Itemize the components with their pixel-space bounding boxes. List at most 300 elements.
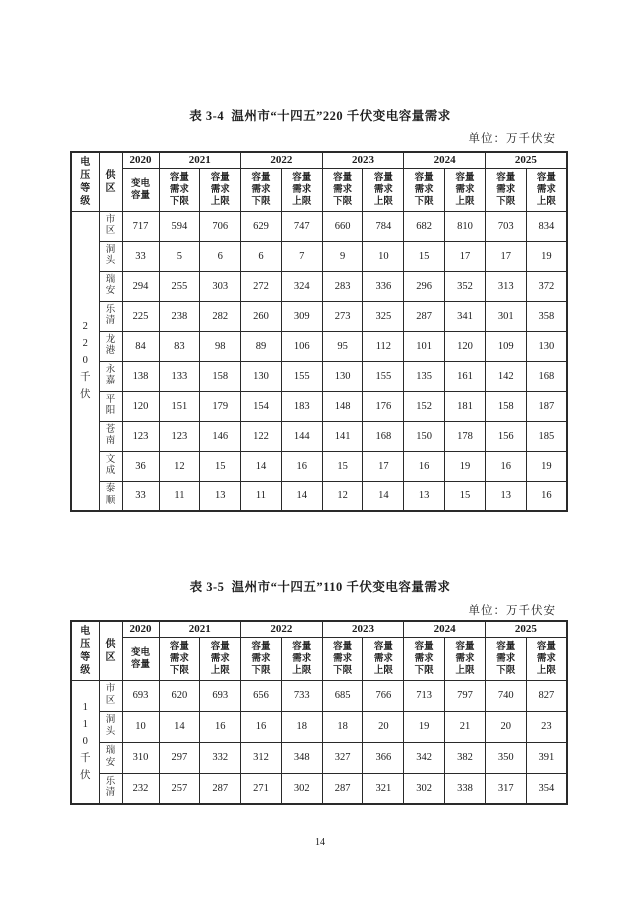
value-cell: 11 [241,481,282,511]
value-cell: 324 [281,271,322,301]
value-cell: 629 [241,211,282,241]
value-cell: 15 [200,451,241,481]
value-cell: 594 [159,211,200,241]
text-line: 南 [105,436,116,446]
value-cell: 138 [122,361,159,391]
text-line: 容量 [130,659,150,670]
text-line: 阳 [105,406,116,416]
demand-lower-limit-header [485,637,526,680]
value-cell: 703 [485,211,526,241]
value-cell: 19 [526,451,567,481]
text-line: 容量 [496,641,516,652]
table-row [71,271,567,301]
text-line: 压 [80,638,91,650]
value-cell: 20 [485,711,526,742]
year-header: 2022 [241,621,323,637]
text-line: 平 [105,394,116,405]
value-cell: 155 [281,361,322,391]
value-cell: 168 [363,421,404,451]
value-cell: 158 [200,361,241,391]
district-header [99,621,122,680]
value-cell: 83 [159,331,200,361]
value-cell: 747 [281,211,322,241]
text-line: 容量 [292,641,312,652]
value-cell: 19 [404,711,445,742]
value-cell: 332 [200,742,241,773]
district-cell [99,680,122,711]
value-cell: 273 [322,301,363,331]
district-cell [99,271,122,301]
value-cell: 112 [363,331,404,361]
transformer-capacity-header [122,637,159,680]
year-header: 2024 [404,621,486,637]
value-cell: 283 [322,271,363,301]
text-line: 下限 [251,196,271,207]
text-line: 级 [80,664,91,676]
value-cell: 693 [122,680,159,711]
value-cell: 312 [241,742,282,773]
value-cell: 232 [122,773,159,804]
voltage-level-header [71,152,99,211]
value-cell: 135 [404,361,445,391]
text-line: 上限 [373,665,393,676]
value-cell: 16 [404,451,445,481]
text-line: 需求 [455,184,475,195]
voltage-class-cell [71,211,99,511]
text-line: 成 [105,466,116,476]
text-line: 下限 [169,196,189,207]
table-row [71,391,567,421]
value-cell: 17 [445,241,486,271]
text-line: 洞 [105,715,116,725]
text-line: 需求 [210,653,230,664]
value-cell: 810 [445,211,486,241]
value-cell: 352 [445,271,486,301]
value-cell: 178 [445,421,486,451]
text-line: 上限 [455,196,475,207]
demand-upper-limit-header [363,637,404,680]
demand-lower-limit-header [322,637,363,680]
value-cell: 33 [122,241,159,271]
text-line: 乐 [105,304,116,315]
text-line: 等 [80,651,91,663]
demand-lower-limit-header [485,168,526,211]
table-row [71,451,567,481]
text-line: 容量 [251,641,271,652]
value-cell: 89 [241,331,282,361]
value-cell: 693 [200,680,241,711]
demand-upper-limit-header [445,637,486,680]
text-line: 区 [105,182,116,194]
value-cell: 656 [241,680,282,711]
table-subheader-row [71,637,567,680]
value-cell: 14 [363,481,404,511]
table-3-4-title: 表 3-4 温州市“十四五”220 千伏变电容量需求 [189,109,451,123]
value-cell: 19 [445,451,486,481]
value-cell: 21 [445,711,486,742]
value-cell: 354 [526,773,567,804]
value-cell: 16 [200,711,241,742]
text-line: 容量 [292,172,312,183]
value-cell: 10 [363,241,404,271]
district-cell [99,361,122,391]
value-cell: 5 [159,241,200,271]
text-line: 容量 [251,172,271,183]
table-header-row [71,152,567,168]
value-cell: 16 [281,451,322,481]
text-line: 上限 [455,665,475,676]
value-cell: 176 [363,391,404,421]
value-cell: 341 [445,301,486,331]
value-cell: 144 [281,421,322,451]
capacity-demand-table-110kv [70,620,568,805]
text-line: 安 [105,286,116,296]
district-cell [99,331,122,361]
text-line: 容量 [333,641,353,652]
demand-lower-limit-header [159,168,200,211]
value-cell: 827 [526,680,567,711]
value-cell: 733 [281,680,322,711]
value-cell: 338 [445,773,486,804]
text-line: 下限 [169,665,189,676]
text-line: 容量 [210,641,230,652]
district-cell [99,391,122,421]
voltage-level-header [71,621,99,680]
value-cell: 13 [200,481,241,511]
text-line: 容量 [169,172,189,183]
text-line: 上限 [210,196,230,207]
value-cell: 740 [485,680,526,711]
value-cell: 302 [281,773,322,804]
value-cell: 313 [485,271,526,301]
text-line: 上限 [373,196,393,207]
value-cell: 257 [159,773,200,804]
text-line: 上限 [292,196,312,207]
text-line: 龙 [105,334,116,345]
page-number: 14 [315,837,325,848]
value-cell: 310 [122,742,159,773]
text-line: 顺 [105,495,116,506]
text-line: 供 [105,638,116,650]
value-cell: 150 [404,421,445,451]
year-header: 2020 [122,152,159,168]
value-cell: 321 [363,773,404,804]
value-cell: 101 [404,331,445,361]
value-cell: 260 [241,301,282,331]
text-line: 需求 [496,653,516,664]
value-cell: 342 [404,742,445,773]
text-line: 0 [82,736,88,748]
text-line: 下限 [496,665,516,676]
demand-upper-limit-header [200,637,241,680]
text-line: 嘉 [105,376,116,386]
demand-upper-limit-header [526,168,567,211]
text-line: 2 [82,321,88,333]
value-cell: 297 [159,742,200,773]
year-header: 2024 [404,152,486,168]
year-header: 2021 [159,621,241,637]
text-line: 容量 [536,641,556,652]
value-cell: 141 [322,421,363,451]
value-cell: 23 [526,711,567,742]
text-line: 需求 [373,653,393,664]
text-line: 下限 [251,665,271,676]
value-cell: 17 [363,451,404,481]
text-line: 需求 [536,653,556,664]
value-cell: 713 [404,680,445,711]
value-cell: 123 [159,421,200,451]
year-header: 2020 [122,621,159,637]
demand-upper-limit-header [445,168,486,211]
text-line: 需求 [455,653,475,664]
text-line: 容量 [333,172,353,183]
year-header: 2021 [159,152,241,168]
value-cell: 18 [322,711,363,742]
text-line: 清 [105,788,116,799]
value-cell: 717 [122,211,159,241]
text-line: 供 [105,169,116,181]
value-cell: 155 [363,361,404,391]
text-line: 乐 [105,776,116,787]
text-line: 下限 [333,196,353,207]
text-line: 瑞 [105,746,116,756]
voltage-class-cell [71,680,99,804]
value-cell: 317 [485,773,526,804]
text-line: 需求 [414,653,434,664]
demand-lower-limit-header [404,637,445,680]
value-cell: 287 [322,773,363,804]
value-cell: 14 [281,481,322,511]
value-cell: 238 [159,301,200,331]
value-cell: 33 [122,481,159,511]
text-line: 下限 [496,196,516,207]
value-cell: 130 [241,361,282,391]
value-cell: 20 [363,711,404,742]
value-cell: 17 [485,241,526,271]
demand-upper-limit-header [363,168,404,211]
value-cell: 148 [322,391,363,421]
value-cell: 797 [445,680,486,711]
text-line: 市 [105,684,116,694]
text-line: 电 [80,625,91,637]
value-cell: 158 [485,391,526,421]
table-row [71,742,567,773]
value-cell: 834 [526,211,567,241]
demand-lower-limit-header [241,168,282,211]
value-cell: 325 [363,301,404,331]
table-row [71,773,567,804]
text-line: 1 [82,719,88,731]
value-cell: 372 [526,271,567,301]
text-line: 下限 [414,196,434,207]
value-cell: 706 [200,211,241,241]
value-cell: 122 [241,421,282,451]
text-line: 需求 [251,184,271,195]
value-cell: 350 [485,742,526,773]
value-cell: 13 [404,481,445,511]
table-3-5-unit-label: 单位：万千伏安 [468,605,556,617]
value-cell: 358 [526,301,567,331]
value-cell: 185 [526,421,567,451]
value-cell: 296 [404,271,445,301]
text-line: 容量 [373,641,393,652]
demand-lower-limit-header [322,168,363,211]
value-cell: 11 [159,481,200,511]
table-3-4-unit-label: 单位：万千伏安 [468,133,556,145]
text-line: 市 [105,214,116,225]
table-row [71,481,567,511]
demand-lower-limit-header [404,168,445,211]
value-cell: 15 [404,241,445,271]
table-row [71,241,567,271]
value-cell: 183 [281,391,322,421]
value-cell: 391 [526,742,567,773]
text-line: 容量 [496,172,516,183]
district-cell [99,421,122,451]
value-cell: 6 [241,241,282,271]
demand-upper-limit-header [281,168,322,211]
text-line: 区 [105,651,116,663]
value-cell: 19 [526,241,567,271]
value-cell: 784 [363,211,404,241]
value-cell: 154 [241,391,282,421]
text-line: 泰 [105,484,116,495]
value-cell: 6 [200,241,241,271]
value-cell: 152 [404,391,445,421]
value-cell: 123 [122,421,159,451]
district-cell [99,301,122,331]
table-row [71,711,567,742]
demand-upper-limit-header [281,637,322,680]
district-cell [99,481,122,511]
district-cell [99,711,122,742]
value-cell: 146 [200,421,241,451]
value-cell: 271 [241,773,282,804]
value-cell: 303 [200,271,241,301]
value-cell: 133 [159,361,200,391]
value-cell: 9 [322,241,363,271]
value-cell: 130 [322,361,363,391]
demand-lower-limit-header [241,637,282,680]
value-cell: 327 [322,742,363,773]
text-line: 变电 [130,178,150,189]
table-row [71,421,567,451]
value-cell: 366 [363,742,404,773]
text-line: 永 [105,364,116,375]
value-cell: 287 [200,773,241,804]
text-line: 下限 [333,665,353,676]
year-header: 2025 [485,152,567,168]
demand-lower-limit-header [159,637,200,680]
table-row [71,301,567,331]
value-cell: 98 [200,331,241,361]
table-row [71,680,567,711]
table-row [71,331,567,361]
value-cell: 685 [322,680,363,711]
text-line: 区 [105,226,116,236]
text-line: 上限 [210,665,230,676]
table-row [71,211,567,241]
text-line: 容量 [414,172,434,183]
text-line: 容量 [414,641,434,652]
value-cell: 187 [526,391,567,421]
text-line: 级 [80,195,91,207]
text-line: 需求 [292,653,312,664]
value-cell: 7 [281,241,322,271]
text-line: 等 [80,182,91,194]
district-cell [99,773,122,804]
district-cell [99,451,122,481]
value-cell: 12 [322,481,363,511]
value-cell: 151 [159,391,200,421]
value-cell: 95 [322,331,363,361]
text-line: 容量 [455,172,475,183]
value-cell: 14 [159,711,200,742]
value-cell: 272 [241,271,282,301]
text-line: 需求 [333,184,353,195]
text-line: 港 [105,346,116,356]
text-line: 变电 [130,647,150,658]
value-cell: 130 [526,331,567,361]
value-cell: 294 [122,271,159,301]
text-line: 需求 [292,184,312,195]
text-line: 1 [82,702,88,714]
text-line: 需求 [169,653,189,664]
text-line: 安 [105,757,116,768]
value-cell: 766 [363,680,404,711]
value-cell: 13 [485,481,526,511]
text-line: 0 [82,355,88,367]
district-cell [99,742,122,773]
value-cell: 15 [322,451,363,481]
value-cell: 84 [122,331,159,361]
value-cell: 309 [281,301,322,331]
transformer-capacity-header [122,168,159,211]
text-line: 需求 [210,184,230,195]
text-line: 苍 [105,424,116,435]
text-line: 需求 [536,184,556,195]
text-line: 上限 [292,665,312,676]
text-line: 容量 [455,641,475,652]
value-cell: 620 [159,680,200,711]
district-header [99,152,122,211]
value-cell: 120 [445,331,486,361]
value-cell: 120 [122,391,159,421]
text-line: 容量 [373,172,393,183]
value-cell: 336 [363,271,404,301]
value-cell: 14 [241,451,282,481]
value-cell: 106 [281,331,322,361]
text-line: 洞 [105,244,116,255]
value-cell: 225 [122,301,159,331]
district-cell [99,211,122,241]
year-header: 2025 [485,621,567,637]
text-line: 下限 [414,665,434,676]
district-cell [99,241,122,271]
value-cell: 382 [445,742,486,773]
value-cell: 16 [485,451,526,481]
value-cell: 348 [281,742,322,773]
text-line: 容量 [536,172,556,183]
text-line: 上限 [536,196,556,207]
text-line: 2 [82,338,88,350]
value-cell: 682 [404,211,445,241]
text-line: 清 [105,316,116,326]
value-cell: 109 [485,331,526,361]
text-line: 需求 [169,184,189,195]
text-line: 压 [80,169,91,181]
text-line: 上限 [536,665,556,676]
